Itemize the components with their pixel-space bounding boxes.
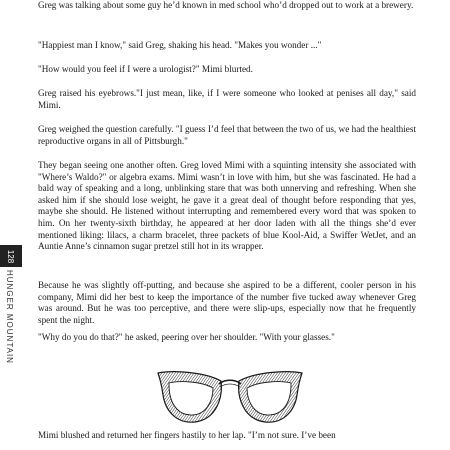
- running-head: HUNGER MOUNTAIN: [5, 270, 14, 364]
- cat-eye-glasses-icon: [155, 367, 305, 429]
- paragraph-5: Greg weighed the question carefully. "I guess I’d feel that between the two of us, we had the healthiest reproductive organs in all of Pittsburgh.": [38, 124, 416, 146]
- paragraph-3: "How would you feel if I were a urologist?" Mimi blurted.: [38, 64, 253, 74]
- paragraph-4: Greg raised his eyebrows."I just mean, like, if I were someone who looked at penises all day," said Mimi.: [38, 88, 416, 110]
- paragraph-7: Because he was slightly off-putting, and because she aspired to be a different, cooler person in his company, Mimi did her best to keep the importance of the number five tucked away whenever Greg was around. But he was too perceptive, and there were slip-ups, especially now that he frequently spent the night.: [38, 280, 416, 325]
- page-number-tab: [0, 245, 22, 267]
- paragraph-1: Greg was talking about some guy he’d known in med school who’d dropped out to work at a brewery.: [38, 0, 414, 10]
- paragraph-9: Mimi blushed and returned her fingers hastily to her lap. "I’m not sure. I’ve been: [38, 430, 336, 440]
- paragraph-8: "Why do you do that?" he asked, peering over her shoulder. "With your glasses.": [38, 332, 335, 342]
- paragraph-2: "Happiest man I know," said Greg, shaking his head. "Makes you wonder ...": [38, 40, 322, 50]
- page-number: 128: [6, 249, 16, 263]
- paragraph-6: They began seeing one another often. Greg loved Mimi with a squinting intensity she associated with "Where’s Waldo?" or algebra exams. Mimi wasn’t in love with him, but she was fascinated. He had a bald way of speaking and a long, unblinking stare that was both unnerving and refreshing. When she asked him if she should lose weight, he gave it a great deal of thought before responding that yes, maybe she should. He listened without interrupting and remembered every word that was spoken to him. On her twenty-sixth birthday, he appeared at her door laden with all the things she’d ever mentioned liking: lilacs, a charm bracelet, three packets of blue Kool-Aid, a Swiffer WetJet, and an Auntie Anne’s cinnamon sugar pretzel still hot in its wrapper.: [38, 160, 416, 252]
